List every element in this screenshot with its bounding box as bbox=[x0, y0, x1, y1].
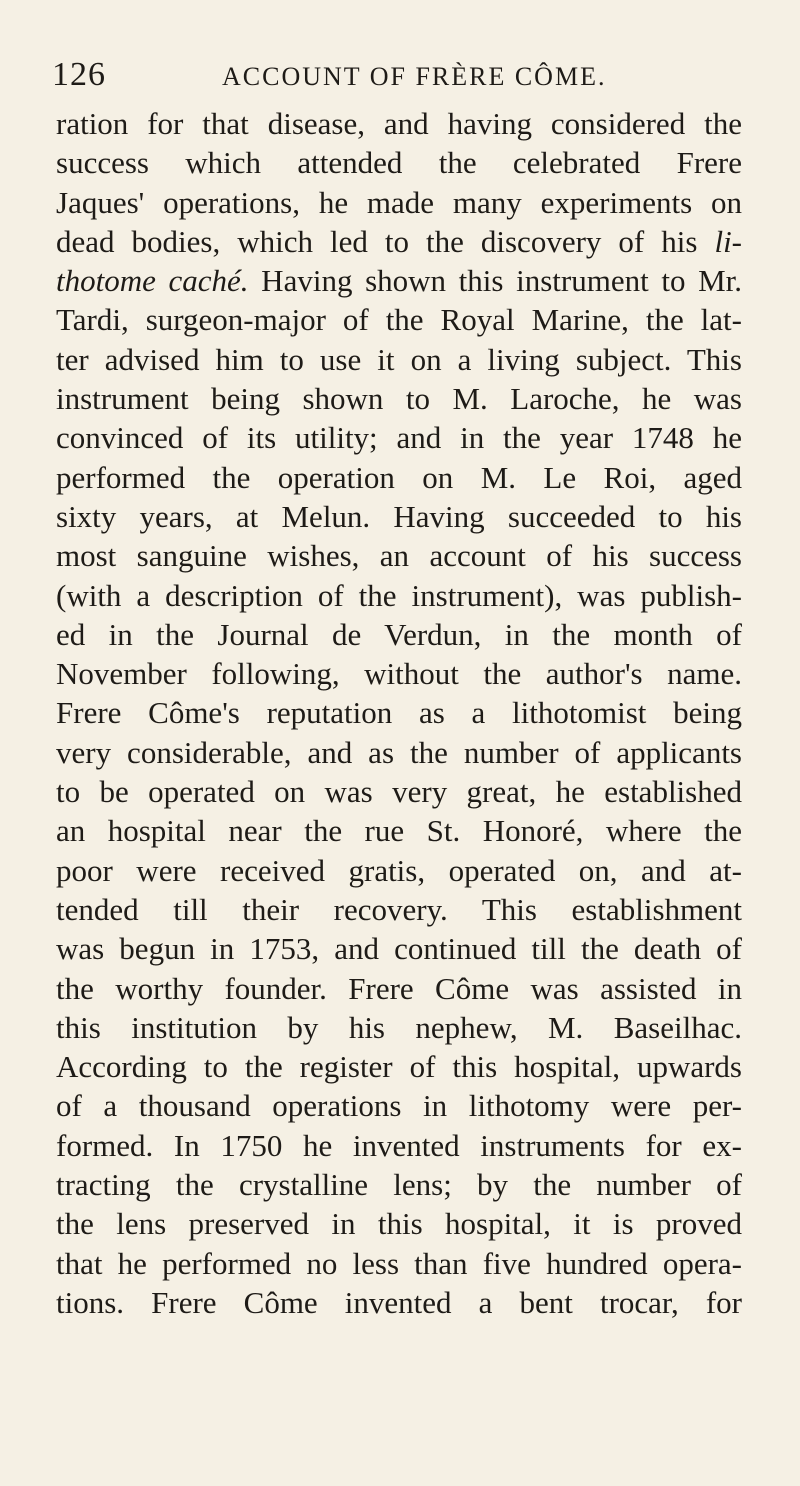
text-line: to be operated on was very great, he established bbox=[56, 774, 742, 810]
text-line: tracting the crystalline lens; by the number of bbox=[56, 1167, 742, 1203]
text-line: ration for that disease, and having considered the bbox=[56, 106, 742, 141]
text-line: Jaques' operations, he made many experiments on bbox=[56, 184, 742, 220]
running-head: ACCOUNT OF FRÈRE CÔME. bbox=[222, 62, 607, 91]
text-line: performed the operation on M. Le Roi, aged bbox=[56, 459, 742, 495]
text-line: the worthy founder. Frere Côme was assisted in bbox=[56, 970, 742, 1006]
text-line: most sanguine wishes, an account of his success bbox=[56, 538, 742, 574]
page-number: 126 bbox=[52, 56, 106, 93]
text-line-part: Having shown this instrument to Mr. bbox=[248, 263, 743, 299]
text-line: According to the register of this hospital, upwards bbox=[56, 1049, 742, 1085]
text-line: (with a description of the instrument), was publish- bbox=[56, 577, 742, 613]
text-line: tions. Frere Côme invented a bent trocar, for bbox=[56, 1284, 742, 1320]
text-line: ed in the Journal de Verdun, in the month of bbox=[56, 616, 742, 652]
italic-term-fragment: li- bbox=[714, 223, 743, 259]
text-line: formed. In 1750 he invented instruments for ex- bbox=[56, 1127, 742, 1163]
text-line: Frere Côme's reputation as a lithotomist being bbox=[56, 695, 742, 731]
text-line: Tardi, surgeon-major of the Royal Marine, the lat- bbox=[56, 302, 742, 338]
text-line: very considerable, and as the number of applicants bbox=[56, 734, 742, 770]
page-header bbox=[52, 56, 742, 96]
text-line bbox=[56, 261, 742, 300]
text-line: an hospital near the rue St. Honoré, where the bbox=[56, 813, 742, 849]
text-line-part: dead bodies, which led to the discovery of his bbox=[56, 223, 698, 259]
italic-term-fragment: thotome caché. bbox=[56, 263, 249, 299]
text-line: poor were received gratis, operated on, and at- bbox=[56, 852, 742, 888]
text-line: instrument being shown to M. Laroche, he was bbox=[56, 381, 742, 417]
text-line: of a thousand operations in lithotomy were per- bbox=[56, 1088, 742, 1124]
text-line bbox=[56, 222, 742, 261]
text-line: was begun in 1753, and continued till the death of bbox=[56, 931, 742, 967]
text-line: convinced of its utility; and in the year 1748 he bbox=[56, 420, 742, 456]
text-line: tended till their recovery. This establishment bbox=[56, 891, 742, 927]
text-line: sixty years, at Melun. Having succeeded to his bbox=[56, 498, 742, 534]
text-line: ter advised him to use it on a living subject. This bbox=[56, 341, 742, 377]
text-line: this institution by his nephew, M. Baseilhac. bbox=[56, 1009, 742, 1045]
text-line: success which attended the celebrated Frere bbox=[56, 145, 742, 181]
text-line: the lens preserved in this hospital, it is proved bbox=[56, 1206, 742, 1242]
body-text bbox=[56, 104, 742, 1322]
text-line: that he performed no less than five hundred opera- bbox=[56, 1245, 742, 1281]
text-line: November following, without the author's name. bbox=[56, 656, 742, 692]
